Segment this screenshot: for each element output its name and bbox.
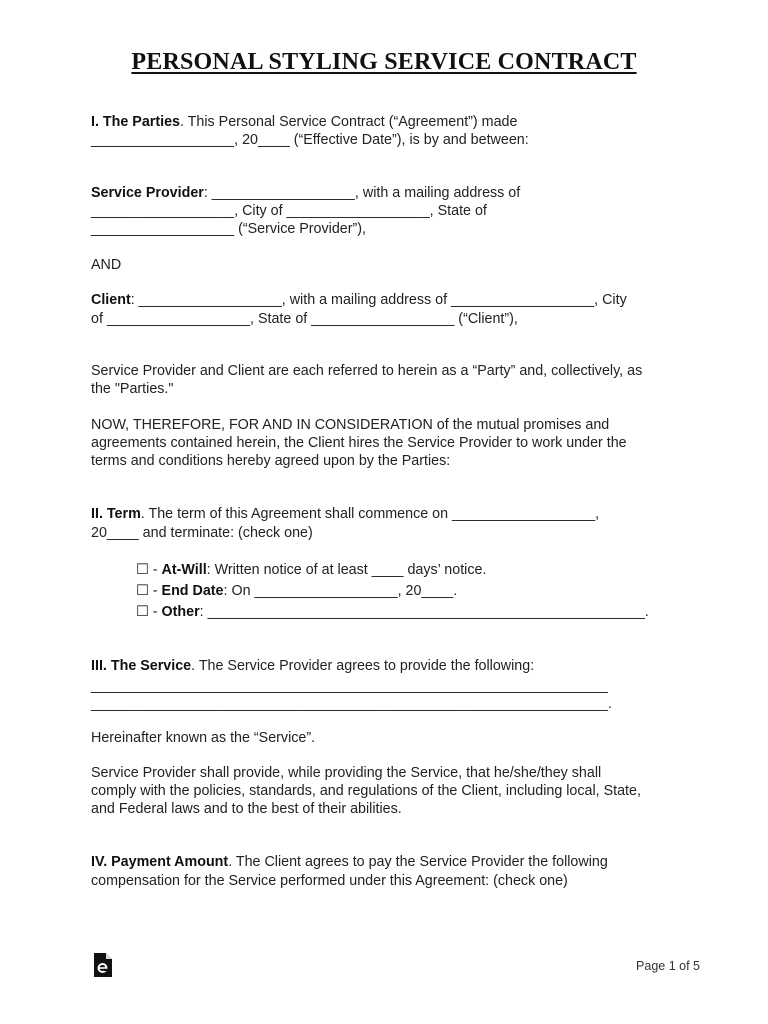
whereas-line-3: terms and conditions hereby agreed upon by the Parties: xyxy=(91,453,451,469)
option-label: Other xyxy=(161,604,200,620)
term-line-2: 20____ and terminate: (check one) xyxy=(91,525,313,541)
whereas-line-1: NOW, THEREFORE, FOR AND IN CONSIDERATION of the mutual promises and xyxy=(91,417,610,433)
service-known-as: Hereinafter known as the “Service”. xyxy=(91,730,316,746)
parties-heading: I. The Parties xyxy=(91,114,180,130)
party-def-line-2: the "Parties." xyxy=(91,381,174,397)
option-label: End Date xyxy=(161,583,224,599)
and-text: AND xyxy=(91,257,122,273)
document-title: PERSONAL STYLING SERVICE CONTRACT xyxy=(131,49,637,75)
checkbox-icon[interactable]: ☐ - xyxy=(136,562,162,578)
checkbox-icon[interactable]: ☐ - xyxy=(136,604,162,620)
eforms-logo-icon xyxy=(92,951,114,979)
service-blank-line-2: _________________________________________________________________. xyxy=(91,696,612,712)
term-option-at-will: ☐ - At-Will: Written notice of at least ____ days’ notice. xyxy=(136,562,487,578)
client-label: Client xyxy=(91,292,131,308)
provider-line-3: __________________ (“Service Provider”), xyxy=(91,221,366,237)
payment-line-2: compensation for the Service performed under this Agreement: (check one) xyxy=(91,873,568,889)
option-label: At-Will xyxy=(161,562,207,578)
provider-line-1: Service Provider: __________________, with a mailing address of xyxy=(91,185,521,201)
service-line-1: III. The Service. The Service Provider agrees to provide the following: xyxy=(91,658,535,674)
service-heading: III. The Service xyxy=(91,658,192,674)
client-line-1: Client: __________________, with a mailing address of __________________, City xyxy=(91,292,627,308)
term-option-other: ☐ - Other: _______________________________________________________. xyxy=(136,604,649,620)
page-number: Page 1 of 5 xyxy=(636,959,700,973)
provider-label: Service Provider xyxy=(91,185,204,201)
term-heading: II. Term xyxy=(91,506,141,522)
service-comply-line-1: Service Provider shall provide, while providing the Service, that he/she/they shall xyxy=(91,765,602,781)
parties-line-2: __________________, 20____ (“Effective Date”), is by and between: xyxy=(91,132,529,148)
provider-line-2: __________________, City of __________________, State of xyxy=(91,203,487,219)
whereas-line-2: agreements contained herein, the Client hires the Service Provider to work under the xyxy=(91,435,627,451)
term-line-1: II. Term. The term of this Agreement shall commence on __________________, xyxy=(91,506,600,522)
parties-line-1: I. The Parties. This Personal Service Contract (“Agreement”) made xyxy=(91,114,518,130)
checkbox-icon[interactable]: ☐ - xyxy=(136,583,162,599)
client-line-2: of __________________, State of __________________ (“Client”), xyxy=(91,311,518,327)
service-comply-line-3: and Federal laws and to the best of their abilities. xyxy=(91,801,402,817)
payment-line-1: IV. Payment Amount. The Client agrees to pay the Service Provider the following xyxy=(91,854,608,870)
term-option-end-date: ☐ - End Date: On __________________, 20____. xyxy=(136,583,458,599)
service-comply-line-2: comply with the policies, standards, and regulations of the Client, including local, State, xyxy=(91,783,641,799)
party-def-line-1: Service Provider and Client are each referred to herein as a “Party” and, collectively, as xyxy=(91,363,643,379)
payment-heading: IV. Payment Amount xyxy=(91,854,229,870)
service-blank-line-1: _________________________________________________________________ xyxy=(91,678,608,694)
